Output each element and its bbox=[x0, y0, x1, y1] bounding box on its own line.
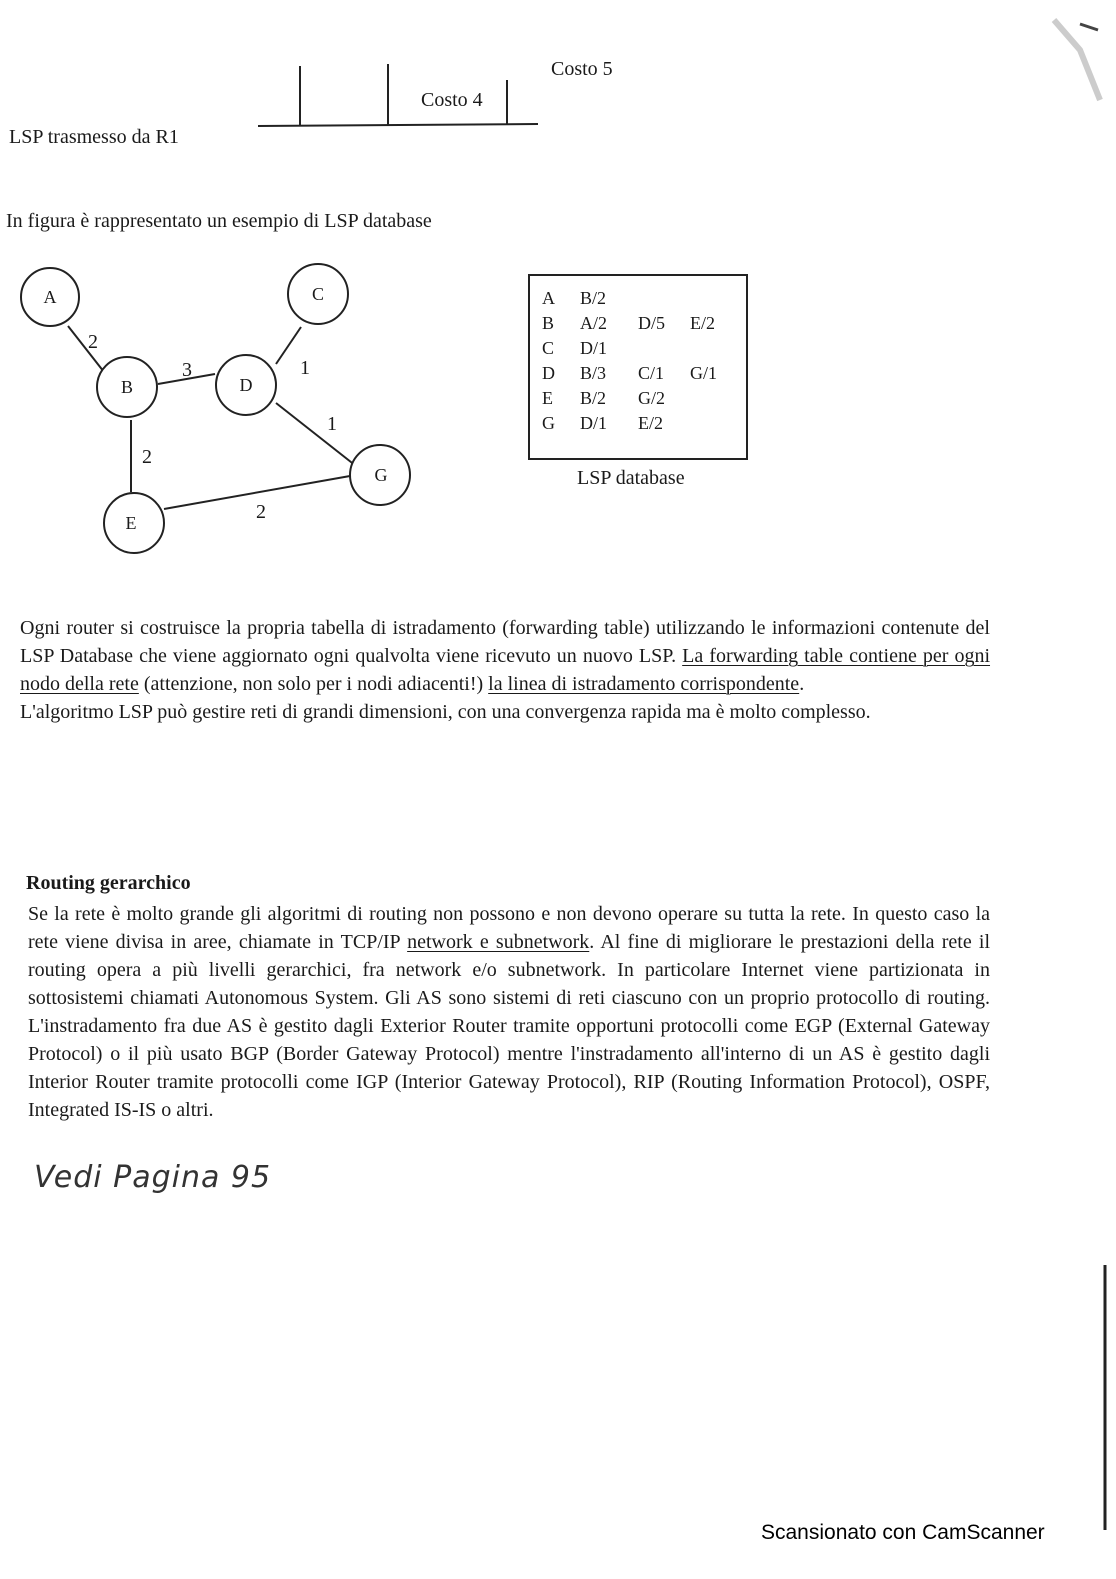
lsp-router-id: D bbox=[542, 363, 555, 383]
underlined-text: la linea di istradamento corrispondente bbox=[488, 673, 800, 695]
cost-5-label: Costo 5 bbox=[551, 58, 613, 80]
paragraph-text: (attenzione, non solo per i nodi adiacenti!) bbox=[138, 673, 489, 695]
lsp-router-id: E bbox=[542, 388, 553, 408]
lsp-entry: G/1 bbox=[690, 363, 717, 383]
section-title: Routing gerarchico bbox=[26, 872, 191, 894]
scan-edge-line bbox=[1100, 1265, 1110, 1535]
edge-cost-a-b: 2 bbox=[88, 331, 98, 353]
section-body bbox=[28, 900, 990, 1124]
lsp-entry: B/3 bbox=[580, 363, 607, 383]
lsp-caption: LSP trasmesso da R1 bbox=[9, 126, 179, 148]
lsp-entry: D/1 bbox=[580, 338, 607, 358]
lsp-database-table bbox=[528, 274, 748, 460]
lsp-entry: C/1 bbox=[638, 363, 665, 383]
paragraph-text: . bbox=[799, 673, 805, 695]
lsp-entry: B/2 bbox=[580, 288, 607, 308]
lsp-entry: B/2 bbox=[580, 388, 607, 408]
intro-text: In figura è rappresentato un esempio di LSP database bbox=[6, 210, 432, 232]
node-label-a: A bbox=[43, 287, 57, 307]
cost-4-label: Costo 4 bbox=[421, 89, 483, 111]
lsp-entry: D/1 bbox=[580, 413, 607, 433]
lsp-router-id: C bbox=[542, 338, 555, 358]
lsp-row-c bbox=[542, 338, 717, 363]
node-label-d: D bbox=[239, 375, 253, 395]
node-label-b: B bbox=[120, 377, 134, 397]
lsp-entry: D/5 bbox=[638, 313, 665, 333]
lsp-row-b bbox=[542, 313, 717, 338]
lsp-router-id: G bbox=[542, 413, 555, 433]
forwarding-paragraph bbox=[20, 614, 990, 726]
node-label-e: E bbox=[125, 513, 137, 533]
scan-edge-artifact bbox=[1040, 10, 1116, 120]
edge-cost-b-e: 2 bbox=[142, 446, 152, 468]
handwritten-note: Vedi Pagina 95 bbox=[34, 1160, 272, 1195]
edge-cost-b-d: 3 bbox=[182, 359, 192, 381]
node-label-g: G bbox=[374, 465, 388, 485]
paragraph-text: Ogni router si costruisce la propria tabella di istradamento (forwarding table) utilizzando le informazioni contenute del LSP Database che viene aggiornato ogni qualvolta viene ricevuto un nuovo LSP. bbox=[20, 617, 990, 667]
edge-a-b bbox=[68, 326, 104, 372]
lsp-entry: G/2 bbox=[638, 388, 665, 408]
lsp-entry: E/2 bbox=[690, 313, 715, 333]
edge-cost-c-d: 1 bbox=[300, 357, 310, 379]
edge-cost-d-g: 1 bbox=[327, 413, 337, 435]
underlined-text: network e subnetwork bbox=[407, 931, 590, 953]
edge-c-d bbox=[276, 327, 301, 364]
lsp-entry: E/2 bbox=[638, 413, 663, 433]
paragraph-text: Se la rete è molto grande gli algoritmi di routing non possono e non devono operare su tutta la rete. In questo caso la rete viene divisa in aree, chiamate in TCP/IP bbox=[28, 903, 990, 953]
edge-d-g bbox=[276, 403, 356, 466]
lsp-row-e bbox=[542, 388, 717, 413]
paragraph-text: . Al fine di migliorare le prestazioni della rete il routing opera a più livelli gerarchici, fra network e/o subnetwork. In particolare Internet viene partizionata in sottosistemi chiamati Autonomous System. Gli AS sono sistemi di reti ciascuno con un proprio protocollo di routing. L'instradamento fra due AS è gestito dagli Exterior Router tramite opportuni protocolli come EGP (External Gateway Protocol) o il più usato BGP (Border Gateway Protocol) mentre l'instradamento all'interno di un AS è gestito dagli Interior Router tramite protocolli come IGP (Interior Gateway Protocol), RIP (Routing Information Protocol), OSPF, Integrated IS-IS o altri. bbox=[28, 931, 991, 1121]
network-graph bbox=[0, 260, 520, 570]
lsp-row-d bbox=[542, 363, 717, 388]
lsp-packet-diagram bbox=[250, 60, 550, 135]
edge-cost-e-g: 2 bbox=[256, 501, 266, 523]
lsp-row-g bbox=[542, 413, 717, 438]
lsp-router-id: A bbox=[542, 288, 555, 308]
lsp-entry: A/2 bbox=[580, 313, 607, 333]
lsp-database-caption: LSP database bbox=[577, 467, 685, 489]
paragraph-text: L'algoritmo LSP può gestire reti di grandi dimensioni, con una convergenza rapida ma è molto complesso. bbox=[20, 701, 871, 723]
underlined-text: La forwarding table contiene per ogni nodo della rete bbox=[20, 645, 991, 695]
node-label-c: C bbox=[311, 284, 325, 304]
lsp-row-a bbox=[542, 288, 717, 313]
scanner-watermark: Scansionato con CamScanner bbox=[761, 1521, 1045, 1544]
lsp-router-id: B bbox=[542, 313, 555, 333]
